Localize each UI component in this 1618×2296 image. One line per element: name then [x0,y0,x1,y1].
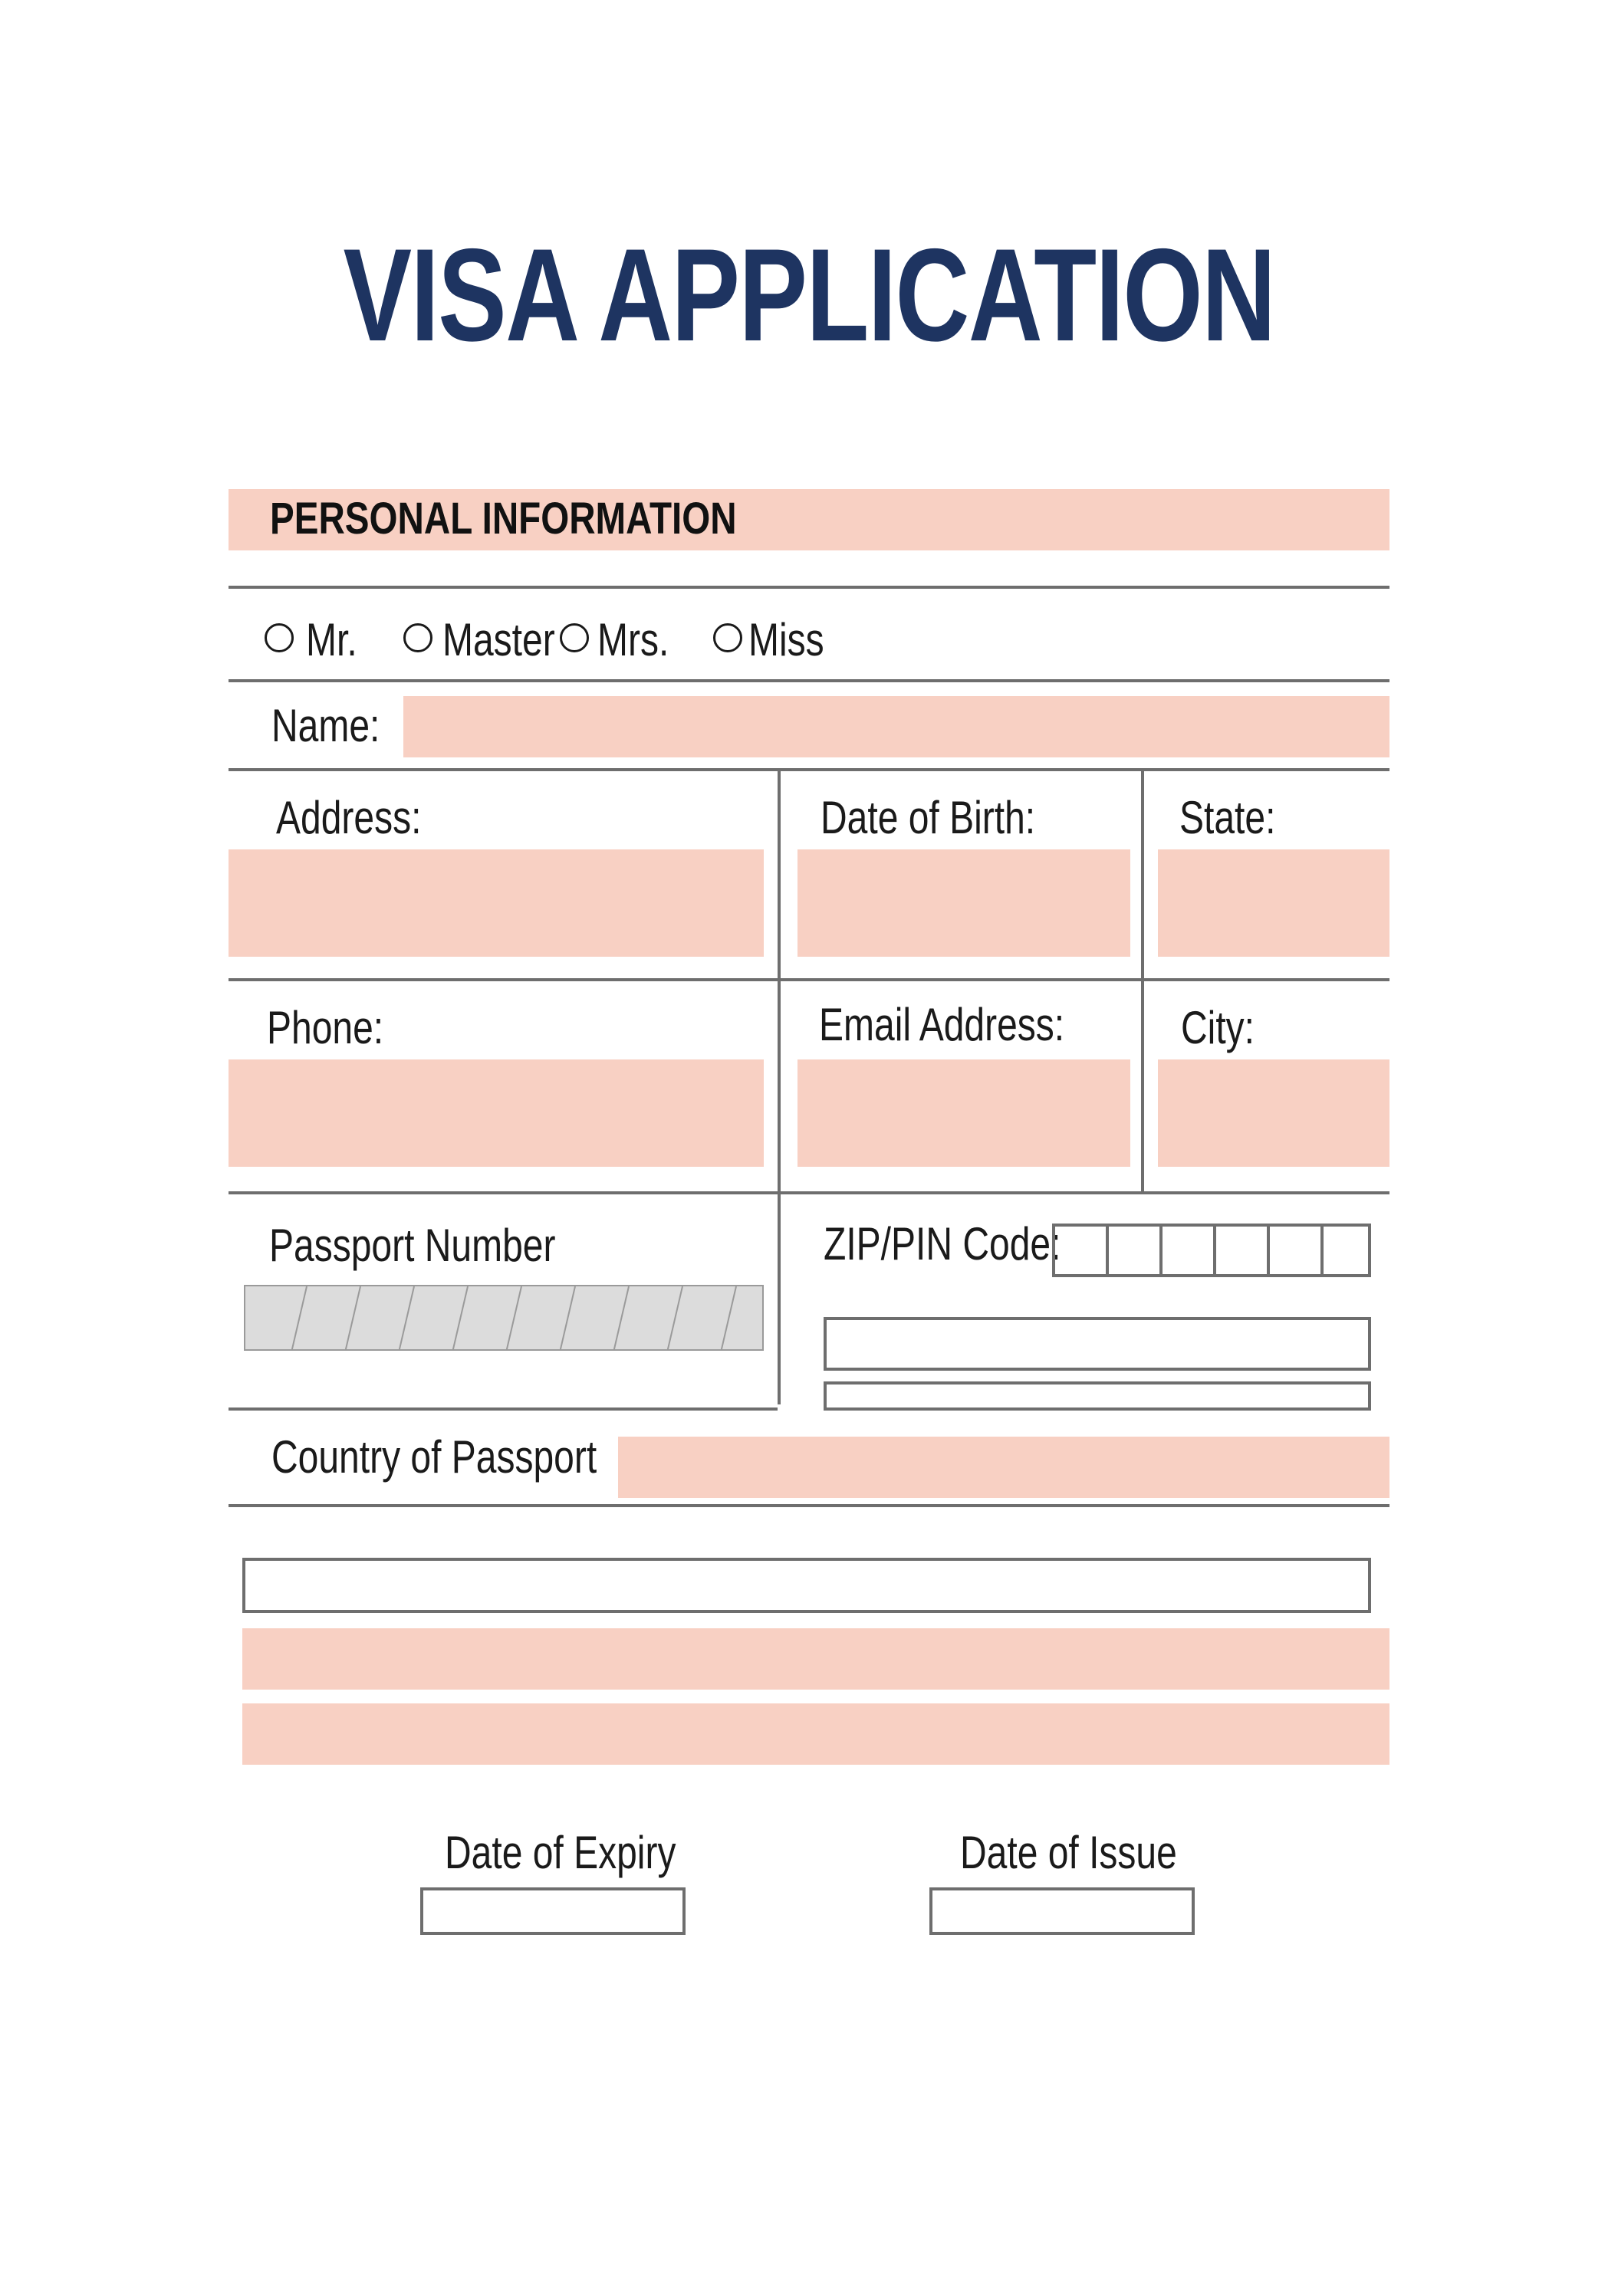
radio-master-label: Master [442,614,555,665]
issue-field[interactable] [929,1887,1195,1935]
radio-master[interactable] [403,623,432,652]
zip-cell[interactable] [1106,1224,1163,1277]
zip-code-boxes[interactable] [1052,1224,1371,1277]
rule-below-country [229,1504,1389,1507]
city-field[interactable] [1158,1059,1389,1167]
radio-mr[interactable] [265,623,294,652]
radio-mr-label: Mr. [306,614,357,665]
zip-cell[interactable] [1213,1224,1270,1277]
rule-below-titles [229,679,1389,682]
country-field[interactable] [618,1437,1389,1498]
passport-number-label: Passport Number [269,1220,556,1271]
email-field[interactable] [797,1059,1130,1167]
email-label: Email Address: [819,999,1065,1050]
page-title: VISA APPLICATION [343,222,1275,369]
extra-filled-field-2[interactable] [242,1703,1389,1765]
rule-below-address [229,978,1389,981]
name-field[interactable] [403,696,1389,757]
divider-col-1 [778,770,781,1404]
zip-cell[interactable] [1267,1224,1324,1277]
passport-number-field[interactable] [244,1285,764,1351]
extra-filled-field-1[interactable] [242,1628,1389,1690]
address-field[interactable] [229,849,764,957]
rule-below-name [229,768,1389,771]
divider-col-2 [1141,770,1144,1193]
dob-field[interactable] [797,849,1130,957]
zip-cell[interactable] [1052,1224,1109,1277]
zip-extra-field-1[interactable] [824,1317,1371,1371]
section-title: PERSONAL INFORMATION [270,494,737,544]
rule-below-passport [229,1407,778,1411]
city-label: City: [1181,1002,1255,1053]
phone-field[interactable] [229,1059,764,1167]
radio-mrs-label: Mrs. [597,614,669,665]
address-label: Address: [276,792,422,843]
expiry-label: Date of Expiry [445,1827,676,1878]
zip-label: ZIP/PIN Code: [824,1218,1061,1270]
country-label: Country of Passport [271,1431,597,1483]
extra-outlined-field[interactable] [242,1558,1371,1613]
expiry-field[interactable] [420,1887,686,1935]
name-label: Name: [271,700,380,751]
zip-extra-field-2[interactable] [824,1381,1371,1411]
radio-miss-label: Miss [748,614,824,665]
phone-label: Phone: [267,1002,384,1053]
rule-top [229,586,1389,589]
radio-mrs[interactable] [560,623,589,652]
zip-cell[interactable] [1159,1224,1216,1277]
zip-cell[interactable] [1320,1224,1371,1277]
radio-miss[interactable] [713,623,742,652]
dob-label: Date of Birth: [821,792,1036,843]
rule-below-phone [229,1191,1389,1194]
issue-label: Date of Issue [960,1827,1177,1878]
state-label: State: [1179,792,1276,843]
passport-number-cells [245,1286,764,1351]
state-field[interactable] [1158,849,1389,957]
